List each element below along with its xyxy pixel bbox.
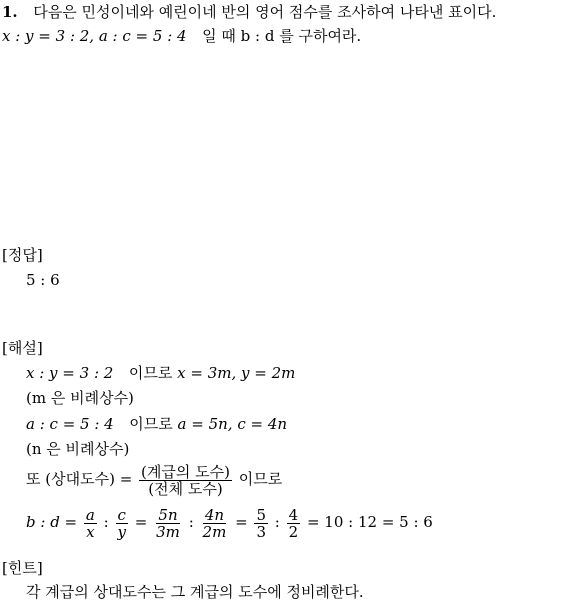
- fraction-numerator: 4: [288, 505, 299, 524]
- solution-line-2: (m 은 비례상수): [26, 389, 134, 407]
- fraction-denominator: x: [86, 522, 95, 541]
- fraction-a-over-x: [84, 507, 97, 540]
- fraction-numerator: 5: [256, 505, 266, 524]
- ratio-colon: :: [103, 513, 109, 531]
- fraction-5n-over-3m: [154, 507, 182, 540]
- solution-connector: 이므로: [238, 470, 283, 488]
- final-ratio: = 10 : 12 = 5 : 6: [306, 513, 433, 531]
- solution-connector: 이므로: [128, 364, 173, 382]
- relative-frequency-label: 또 (상대도수) =: [26, 470, 133, 488]
- solution-line-6: [26, 505, 433, 540]
- solution-connector: 이므로: [129, 415, 173, 433]
- problem-text: 다음은 민성이네와 예린이네 반의 영어 점수를 조사하여 나타낸 표이다.: [33, 3, 497, 21]
- equals-sign: =: [235, 513, 248, 531]
- hint-text: 각 계급의 상대도수는 그 계급의 도수에 정비례한다.: [26, 583, 364, 601]
- problem-line-1: [2, 2, 496, 22]
- solution-ac-values: a = 5n, c = 4n: [177, 415, 288, 433]
- fraction-denominator: y: [117, 522, 126, 541]
- relative-frequency-fraction: [139, 464, 232, 497]
- solution-ratio-ac: a : c = 5 : 4: [26, 415, 114, 433]
- problem-math: x : y = 3 : 2, a : c = 5 : 4: [2, 27, 187, 45]
- fraction-numerator: c: [117, 505, 126, 524]
- solution-label: [해설]: [2, 339, 43, 357]
- problem-question: 일 때 b : d 를 구하여라.: [202, 27, 362, 45]
- fraction-4-over-2: [287, 507, 301, 540]
- solution-line-5: [26, 462, 282, 497]
- answer-label: [정답]: [2, 246, 43, 264]
- fraction-c-over-y: [116, 507, 128, 540]
- fraction-numerator: (계급의 도수): [141, 462, 230, 481]
- fraction-denominator: (전체 도수): [148, 479, 223, 498]
- problem-line-2: [2, 26, 361, 46]
- solution-line-4: (n 은 비례상수): [26, 440, 130, 458]
- problem-number: 1.: [2, 3, 18, 21]
- fraction-5-over-3: [254, 507, 268, 540]
- hint-label: [힌트]: [2, 559, 43, 577]
- fraction-denominator: 2m: [202, 522, 227, 541]
- ratio-colon: :: [188, 513, 194, 531]
- fraction-denominator: 3m: [156, 522, 180, 541]
- fraction-numerator: a: [85, 505, 95, 524]
- solution-xy-values: x = 3m, y = 2m: [177, 364, 296, 382]
- fraction-numerator: 5n: [158, 505, 178, 524]
- fraction-numerator: 4n: [204, 505, 225, 524]
- solution-ratio-xy: x : y = 3 : 2: [26, 364, 114, 382]
- solution-line-3: [26, 414, 287, 434]
- equals-sign: =: [134, 513, 148, 531]
- answer-value: 5 : 6: [26, 271, 60, 289]
- ratio-colon: :: [274, 513, 280, 531]
- fraction-4n-over-2m: [201, 507, 229, 540]
- fraction-denominator: 3: [256, 522, 266, 541]
- ratio-bd-label: b : d =: [26, 513, 78, 531]
- solution-line-1: [26, 363, 295, 383]
- fraction-denominator: 2: [288, 522, 299, 541]
